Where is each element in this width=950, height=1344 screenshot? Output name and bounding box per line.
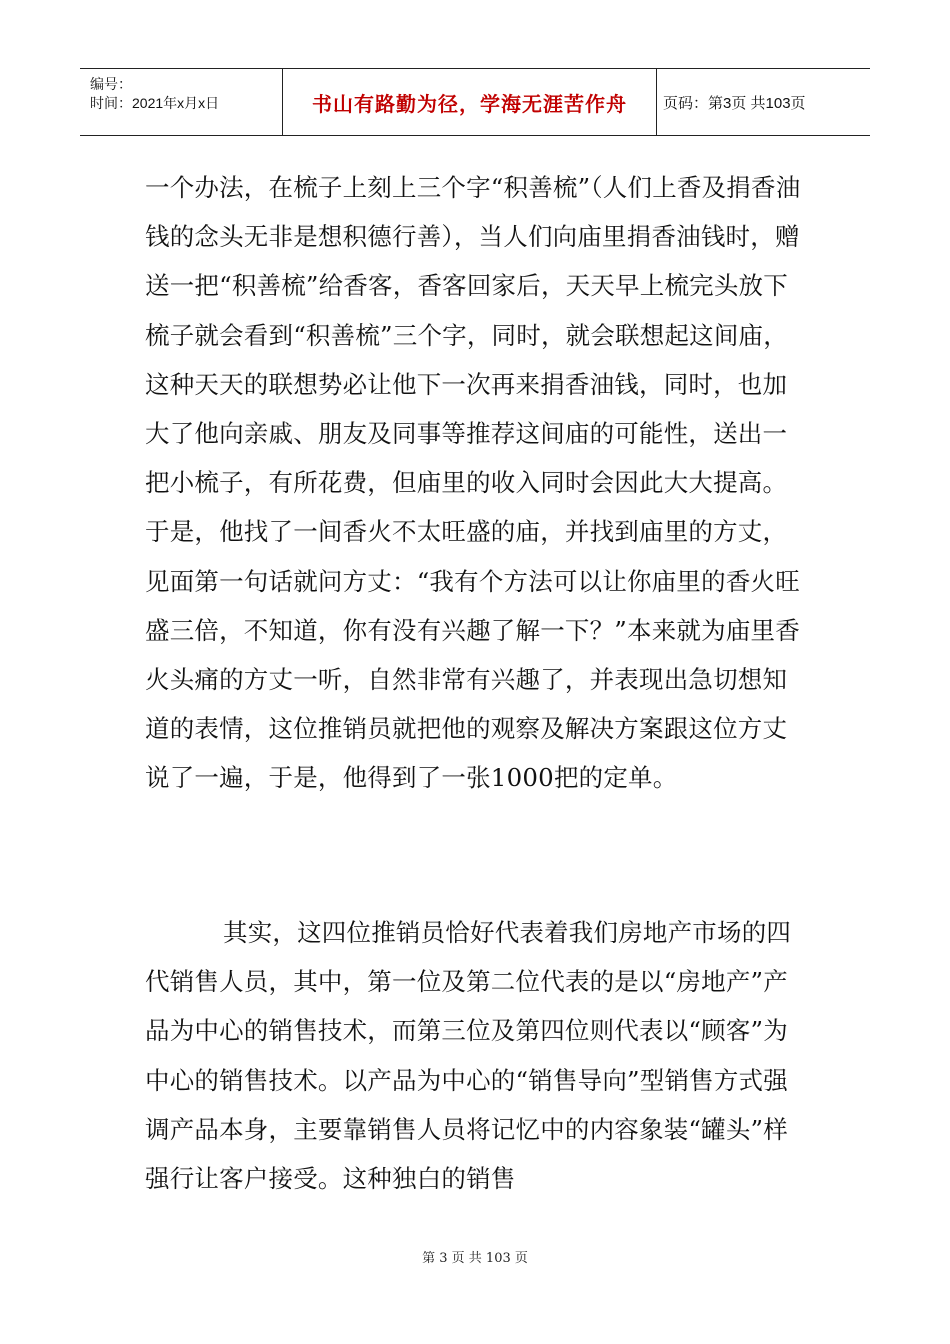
header-page-cell: [657, 69, 870, 135]
document-number-label: 编号：: [90, 76, 132, 92]
body-paragraph-2: 其实，这四位推销员恰好代表着我们房地产市场的四代销售人员，其中，第一位及第二位代表的是以“房地产”产品为中心的销售技术，而第三位及第四位则代表以“顾客”为中心的销售技术。以产品为中心的“销售导向”型销售方式强调产品本身，主要靠销售人员将记忆中的内容象装“罐头”样强行让客户接受。这种独白的销售: [145, 918, 792, 1194]
document-date-label: 时间：2021年x月x日: [90, 95, 220, 111]
header-motto: 书山有路勤为径，学海无涯苦作舟: [312, 91, 627, 116]
header-meta-cell: [80, 69, 283, 135]
page-footer: 第 3 页 共 103 页: [422, 1251, 528, 1266]
body-paragraph-1: 一个办法，在梳子上刻上三个字“积善梳”（人们上香及捐香油钱的念头无非是想积德行善），当人们向庙里捐香油钱时，赠送一把“积善梳”给香客，香客回家后，天天早上梳完头放下梳子就会看到“积善梳”三个字，同时，就会联想起这间庙，这种天天的联想势必让他下一次再来捐香油钱，同时，也加大了他向亲戚、朋友及同事等推荐这间庙的可能性，送出一把小梳子，有所花费，但庙里的收入同时会因此大大提高。于是，他找了一间香火不太旺盛的庙，并找到庙里的方丈，见面第一句话就问方丈：“我有个方法可以让你庙里的香火旺盛三倍，不知道，你有没有兴趣了解一下？”本来就为庙里香火头痛的方丈一听，自然非常有兴趣了，并表现出急切想知道的表情，这位推销员就把他的观察及解决方案跟这位方丈说了一遍，于是，他得到了一张1000把的定单。: [145, 173, 801, 793]
header-motto-cell: [283, 69, 657, 135]
page-header: [80, 68, 870, 136]
header-page-info: 页码：第3页 共103页: [663, 94, 806, 112]
